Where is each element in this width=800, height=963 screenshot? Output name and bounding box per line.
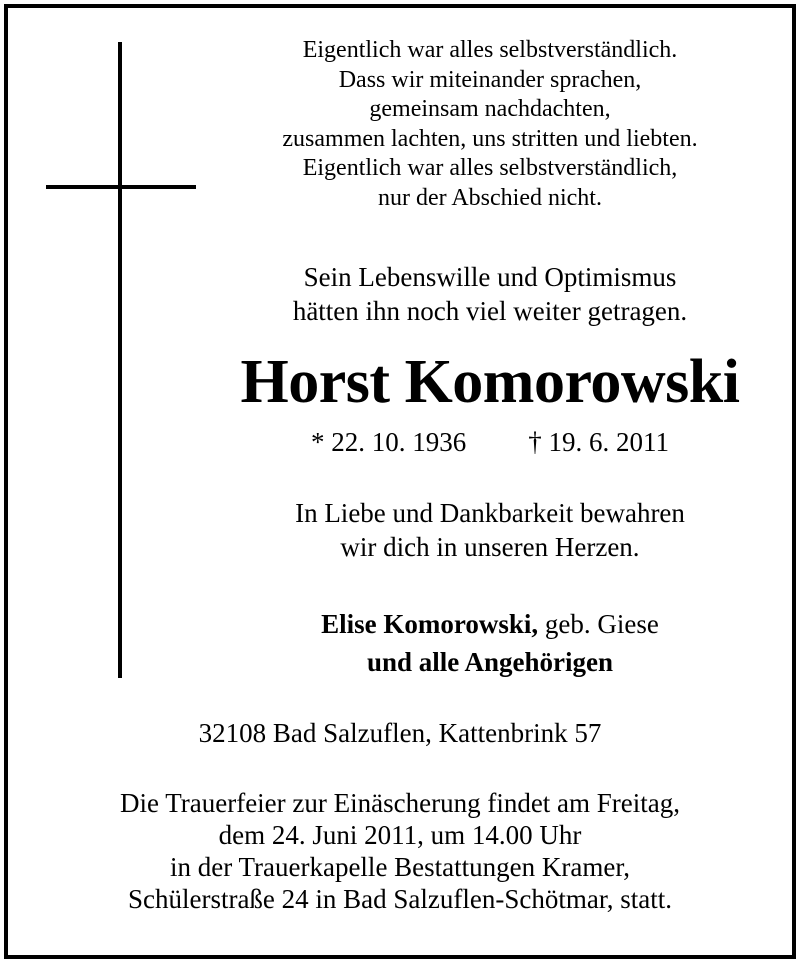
funeral-line: dem 24. Juni 2011, um 14.00 Uhr	[218, 820, 582, 850]
cross-vertical-bar	[118, 42, 122, 678]
funeral-line: in der Trauerkapelle Bestattungen Kramer,	[169, 852, 631, 882]
poem-line: Eigentlich war alles selbstverständlich,	[302, 155, 678, 182]
mourners	[210, 605, 770, 681]
address: 32108 Bad Salzuflen, Kattenbrink 57	[198, 718, 602, 748]
poem	[210, 36, 770, 214]
funeral-line: Die Trauerfeier zur Einäscherung findet am Freitag,	[119, 788, 681, 818]
poem-line: zusammen lachten, uns stritten und liebten.	[282, 125, 698, 152]
poem-line: Eigentlich war alles selbstverständlich.	[302, 37, 678, 63]
funeral-line: Schülerstraße 24 in Bad Salzuflen-Schötmar, statt.	[127, 884, 673, 914]
birth-date: * 22. 10. 1936	[311, 427, 467, 457]
quote-line: Sein Lebenswille und Optimismus	[303, 262, 677, 292]
quote-line: hätten ihn noch viel weiter getragen.	[292, 296, 688, 326]
remembrance-line: In Liebe und Dankbarkeit bewahren	[295, 498, 685, 528]
relatives-line: und alle Angehörigen	[366, 647, 614, 677]
deceased-name: Horst Komorowski	[240, 348, 740, 416]
quote	[210, 260, 770, 328]
mourner-name: Elise Komorowski,	[321, 609, 539, 639]
cross-horizontal-bar	[46, 185, 196, 189]
remembrance-text	[210, 496, 770, 564]
poem-line: nur der Abschied nicht.	[378, 184, 602, 211]
death-date: † 19. 6. 2011	[528, 427, 669, 457]
poem-line: Dass wir miteinander sprachen,	[338, 66, 642, 93]
funeral-info	[30, 787, 770, 915]
poem-line: gemeinsam nachdachten,	[369, 96, 611, 123]
mourner-maiden-name: geb. Giese	[544, 609, 659, 639]
mourner-line	[210, 605, 770, 643]
remembrance-line: wir dich in unseren Herzen.	[340, 532, 640, 562]
life-dates	[210, 424, 770, 460]
